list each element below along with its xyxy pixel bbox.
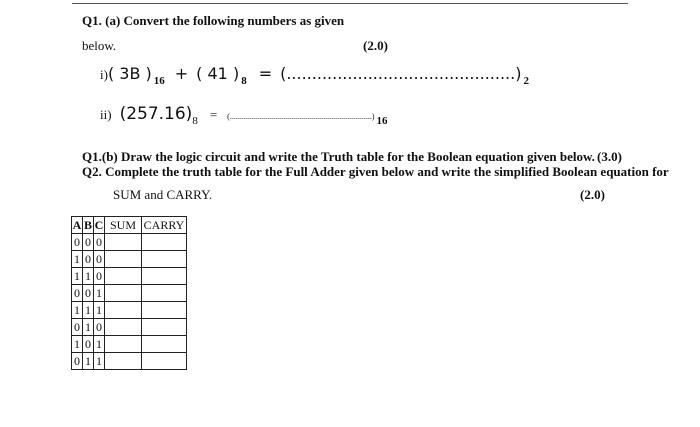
- full-adder-truth-table: [71, 216, 187, 370]
- part-i-label: i): [100, 67, 108, 82]
- cell-sum[interactable]: [105, 268, 142, 285]
- cell-a: 0: [72, 353, 83, 370]
- cell-c: 0: [94, 234, 105, 251]
- q1a-part-i: [100, 64, 529, 87]
- cell-sum[interactable]: [105, 285, 142, 302]
- cell-c: 1: [94, 336, 105, 353]
- table-row: [72, 234, 187, 251]
- part-i-equals: =: [258, 64, 273, 83]
- cell-a: 1: [72, 302, 83, 319]
- cell-c: 1: [94, 302, 105, 319]
- part-i-operand2: ( 41 ): [196, 64, 240, 83]
- header-a: A: [72, 218, 82, 232]
- q1b-text: Q1.(b) Draw the logic circuit and write the Truth table for the Boolean equation given below.: [82, 149, 595, 164]
- table-row: [72, 302, 187, 319]
- q2-marks: (2.0): [580, 187, 605, 202]
- cell-c: 0: [94, 268, 105, 285]
- cell-a: 0: [72, 285, 83, 302]
- cell-b: 0: [83, 251, 94, 268]
- cell-b: 1: [83, 319, 94, 336]
- top-rule: [72, 3, 628, 4]
- part-ii-answer-blank[interactable]: (.......................................................................): [227, 112, 375, 121]
- cell-c: 1: [94, 353, 105, 370]
- part-i-base2: 8: [241, 75, 247, 87]
- cell-b: 1: [83, 268, 94, 285]
- part-ii-value: (257.16): [119, 104, 193, 124]
- table-row: [72, 251, 187, 268]
- part-i-answer-blank[interactable]: (.............................................): [280, 64, 522, 83]
- cell-carry[interactable]: [142, 302, 187, 319]
- header-c: C: [94, 218, 104, 232]
- table-header-row: [72, 217, 187, 234]
- cell-c: 0: [94, 319, 105, 336]
- q1a-continuation: below.: [82, 38, 117, 53]
- part-ii-label: ii): [100, 107, 112, 122]
- cell-c: 0: [94, 251, 105, 268]
- part-ii-equals: =: [209, 107, 218, 122]
- table-row: [72, 285, 187, 302]
- cell-a: 1: [72, 268, 83, 285]
- cell-sum[interactable]: [105, 353, 142, 370]
- header-sum: SUM: [105, 217, 142, 234]
- cell-carry[interactable]: [142, 336, 187, 353]
- q1b-marks: (3.0): [597, 149, 622, 164]
- table-row: [72, 353, 187, 370]
- q1a-title-text: Q1. (a) Convert the following numbers as given: [82, 13, 345, 28]
- cell-a: 0: [72, 319, 83, 336]
- table-row: [72, 319, 187, 336]
- q1a-title: [82, 13, 344, 29]
- cell-a: 1: [72, 336, 83, 353]
- cell-c: 1: [94, 285, 105, 302]
- cell-b: 1: [83, 302, 94, 319]
- table-row: [72, 336, 187, 353]
- cell-carry[interactable]: [142, 319, 187, 336]
- q2-text: Q2. Complete the truth table for the Full Adder given below and write the simplified Boolean equation for: [82, 164, 669, 179]
- cell-carry[interactable]: [142, 234, 187, 251]
- cell-sum[interactable]: [105, 251, 142, 268]
- cell-b: 0: [83, 234, 94, 251]
- part-i-base1: 16: [153, 75, 165, 87]
- part-i-answer-base: 2: [523, 75, 529, 87]
- cell-carry[interactable]: [142, 353, 187, 370]
- q1a-marks: (2.0): [363, 38, 388, 53]
- cell-b: 0: [83, 336, 94, 353]
- cell-a: 0: [72, 234, 83, 251]
- cell-a: 1: [72, 251, 83, 268]
- cell-carry[interactable]: [142, 285, 187, 302]
- part-ii-answer-base: 16: [376, 115, 388, 127]
- cell-b: 0: [83, 285, 94, 302]
- header-b: B: [83, 218, 92, 232]
- header-carry: CARRY: [142, 217, 187, 234]
- part-i-plus: +: [174, 64, 189, 83]
- part-ii-value-base: 8: [192, 115, 198, 127]
- cell-sum[interactable]: [105, 319, 142, 336]
- q1a-part-ii: [100, 104, 387, 127]
- part-i-operand1: ( 3B ): [107, 64, 152, 83]
- cell-carry[interactable]: [142, 251, 187, 268]
- q2-continuation: SUM and CARRY.: [113, 187, 213, 202]
- cell-sum[interactable]: [105, 336, 142, 353]
- table-row: [72, 268, 187, 285]
- cell-carry[interactable]: [142, 268, 187, 285]
- cell-sum[interactable]: [105, 234, 142, 251]
- cell-sum[interactable]: [105, 302, 142, 319]
- cell-b: 1: [83, 353, 94, 370]
